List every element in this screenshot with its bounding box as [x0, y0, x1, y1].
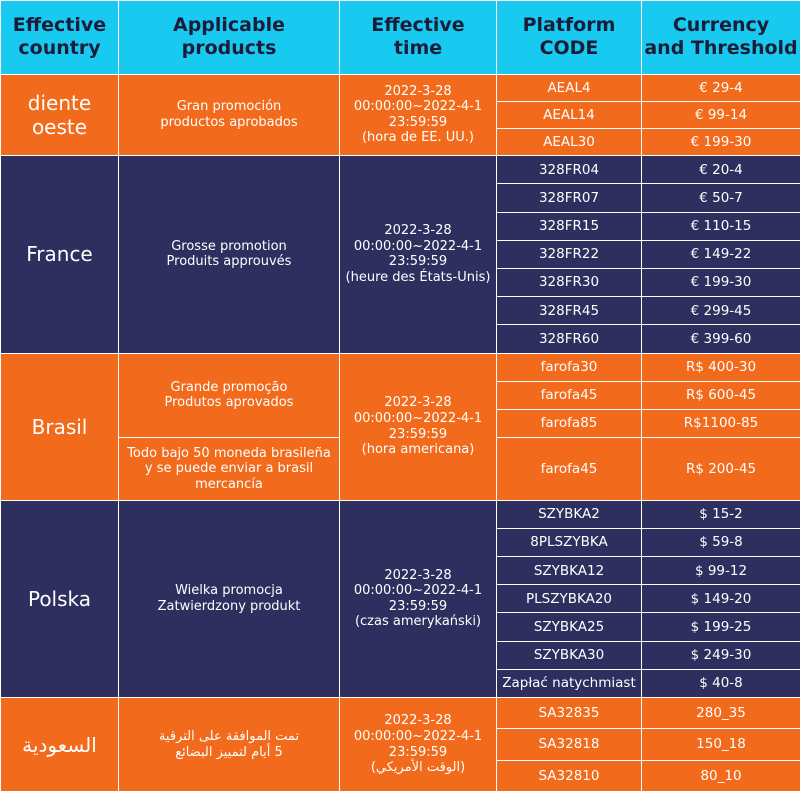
threshold-cell: R$ 200-45 [642, 438, 800, 500]
country-cell: diente oeste [1, 74, 119, 156]
threshold-cell: € 110-15 [642, 212, 800, 240]
threshold-cell: $ 149-20 [642, 585, 800, 613]
code-cell: 328FR30 [497, 268, 642, 296]
code-cell: SA32818 [497, 729, 642, 760]
code-cell: PLSZYBKA20 [497, 585, 642, 613]
code-cell: AEAL30 [497, 128, 642, 155]
threshold-cell: € 199-30 [642, 268, 800, 296]
effective-time-cell: 2022-3-28 00:00:00~2022-4-1 23:59:59 (hora de EE. UU.) [340, 74, 497, 156]
threshold-cell: R$ 600-45 [642, 381, 800, 409]
threshold-cell: € 199-30 [642, 128, 800, 155]
code-cell: SZYBKA12 [497, 557, 642, 585]
threshold-cell: $ 15-2 [642, 500, 800, 528]
threshold-cell: € 20-4 [642, 156, 800, 184]
products-cell: Grosse promotion Produits approuvés [119, 156, 340, 353]
code-cell: SZYBKA30 [497, 641, 642, 669]
country-cell: Brasil [1, 353, 119, 500]
code-cell: SA32810 [497, 760, 642, 791]
code-cell: SA32835 [497, 698, 642, 729]
table-row [1, 74, 800, 101]
threshold-cell: $ 99-12 [642, 557, 800, 585]
threshold-cell: $ 40-8 [642, 669, 800, 697]
code-cell: AEAL14 [497, 101, 642, 128]
threshold-cell: R$ 400-30 [642, 353, 800, 381]
header-row [1, 1, 800, 75]
products-cell: تمت الموافقة على الترقية 5 أيام لتمييز البضائع [119, 698, 340, 792]
products-cell: Gran promoción productos aprobados [119, 74, 340, 156]
products-cell: Grande promoção Produtos aprovados [119, 353, 340, 438]
header-platform-code: Platform CODE [497, 1, 642, 75]
threshold-cell: € 99-14 [642, 101, 800, 128]
table-row [1, 156, 800, 184]
threshold-cell: 280_35 [642, 698, 800, 729]
threshold-cell: 80_10 [642, 760, 800, 791]
products-cell: Todo bajo 50 moneda brasileña y se puede enviar a brasil mercancía [119, 438, 340, 500]
effective-time-cell: 2022-3-28 00:00:00~2022-4-1 23:59:59 (heure des États-Unis) [340, 156, 497, 353]
header-currency-threshold: Currency and Threshold [642, 1, 800, 75]
threshold-cell: € 399-60 [642, 325, 800, 353]
effective-time-cell: 2022-3-28 00:00:00~2022-4-1 23:59:59 (czas amerykański) [340, 500, 497, 697]
code-cell: 328FR15 [497, 212, 642, 240]
code-cell: 328FR60 [497, 325, 642, 353]
code-cell: farofa30 [497, 353, 642, 381]
threshold-cell: R$1100-85 [642, 409, 800, 437]
header-effective-country: Effective country [1, 1, 119, 75]
threshold-cell: 150_18 [642, 729, 800, 760]
code-cell: SZYBKA2 [497, 500, 642, 528]
table-row [1, 500, 800, 528]
country-cell: France [1, 156, 119, 353]
code-cell: farofa45 [497, 438, 642, 500]
code-cell: SZYBKA25 [497, 613, 642, 641]
code-cell: Zapłać natychmiast [497, 669, 642, 697]
products-cell: Wielka promocja Zatwierdzony produkt [119, 500, 340, 697]
header-applicable-products: Applicable products [119, 1, 340, 75]
code-cell: farofa45 [497, 381, 642, 409]
code-cell: 328FR07 [497, 184, 642, 212]
code-cell: 328FR04 [497, 156, 642, 184]
country-cell: Polska [1, 500, 119, 697]
threshold-cell: € 29-4 [642, 74, 800, 101]
country-cell: السعودية [1, 698, 119, 792]
header-effective-time: Effective time [340, 1, 497, 75]
effective-time-cell: 2022-3-28 00:00:00~2022-4-1 23:59:59 (الوقت الأمريكي) [340, 698, 497, 792]
table-row [1, 353, 800, 381]
code-cell: 328FR22 [497, 240, 642, 268]
threshold-cell: € 299-45 [642, 297, 800, 325]
table-row [1, 698, 800, 729]
threshold-cell: $ 199-25 [642, 613, 800, 641]
effective-time-cell: 2022-3-28 00:00:00~2022-4-1 23:59:59 (hora americana) [340, 353, 497, 500]
code-cell: 328FR45 [497, 297, 642, 325]
threshold-cell: $ 59-8 [642, 528, 800, 556]
threshold-cell: $ 249-30 [642, 641, 800, 669]
code-cell: farofa85 [497, 409, 642, 437]
threshold-cell: € 50-7 [642, 184, 800, 212]
code-cell: 8PLSZYBKA [497, 528, 642, 556]
code-cell: AEAL4 [497, 74, 642, 101]
threshold-cell: € 149-22 [642, 240, 800, 268]
